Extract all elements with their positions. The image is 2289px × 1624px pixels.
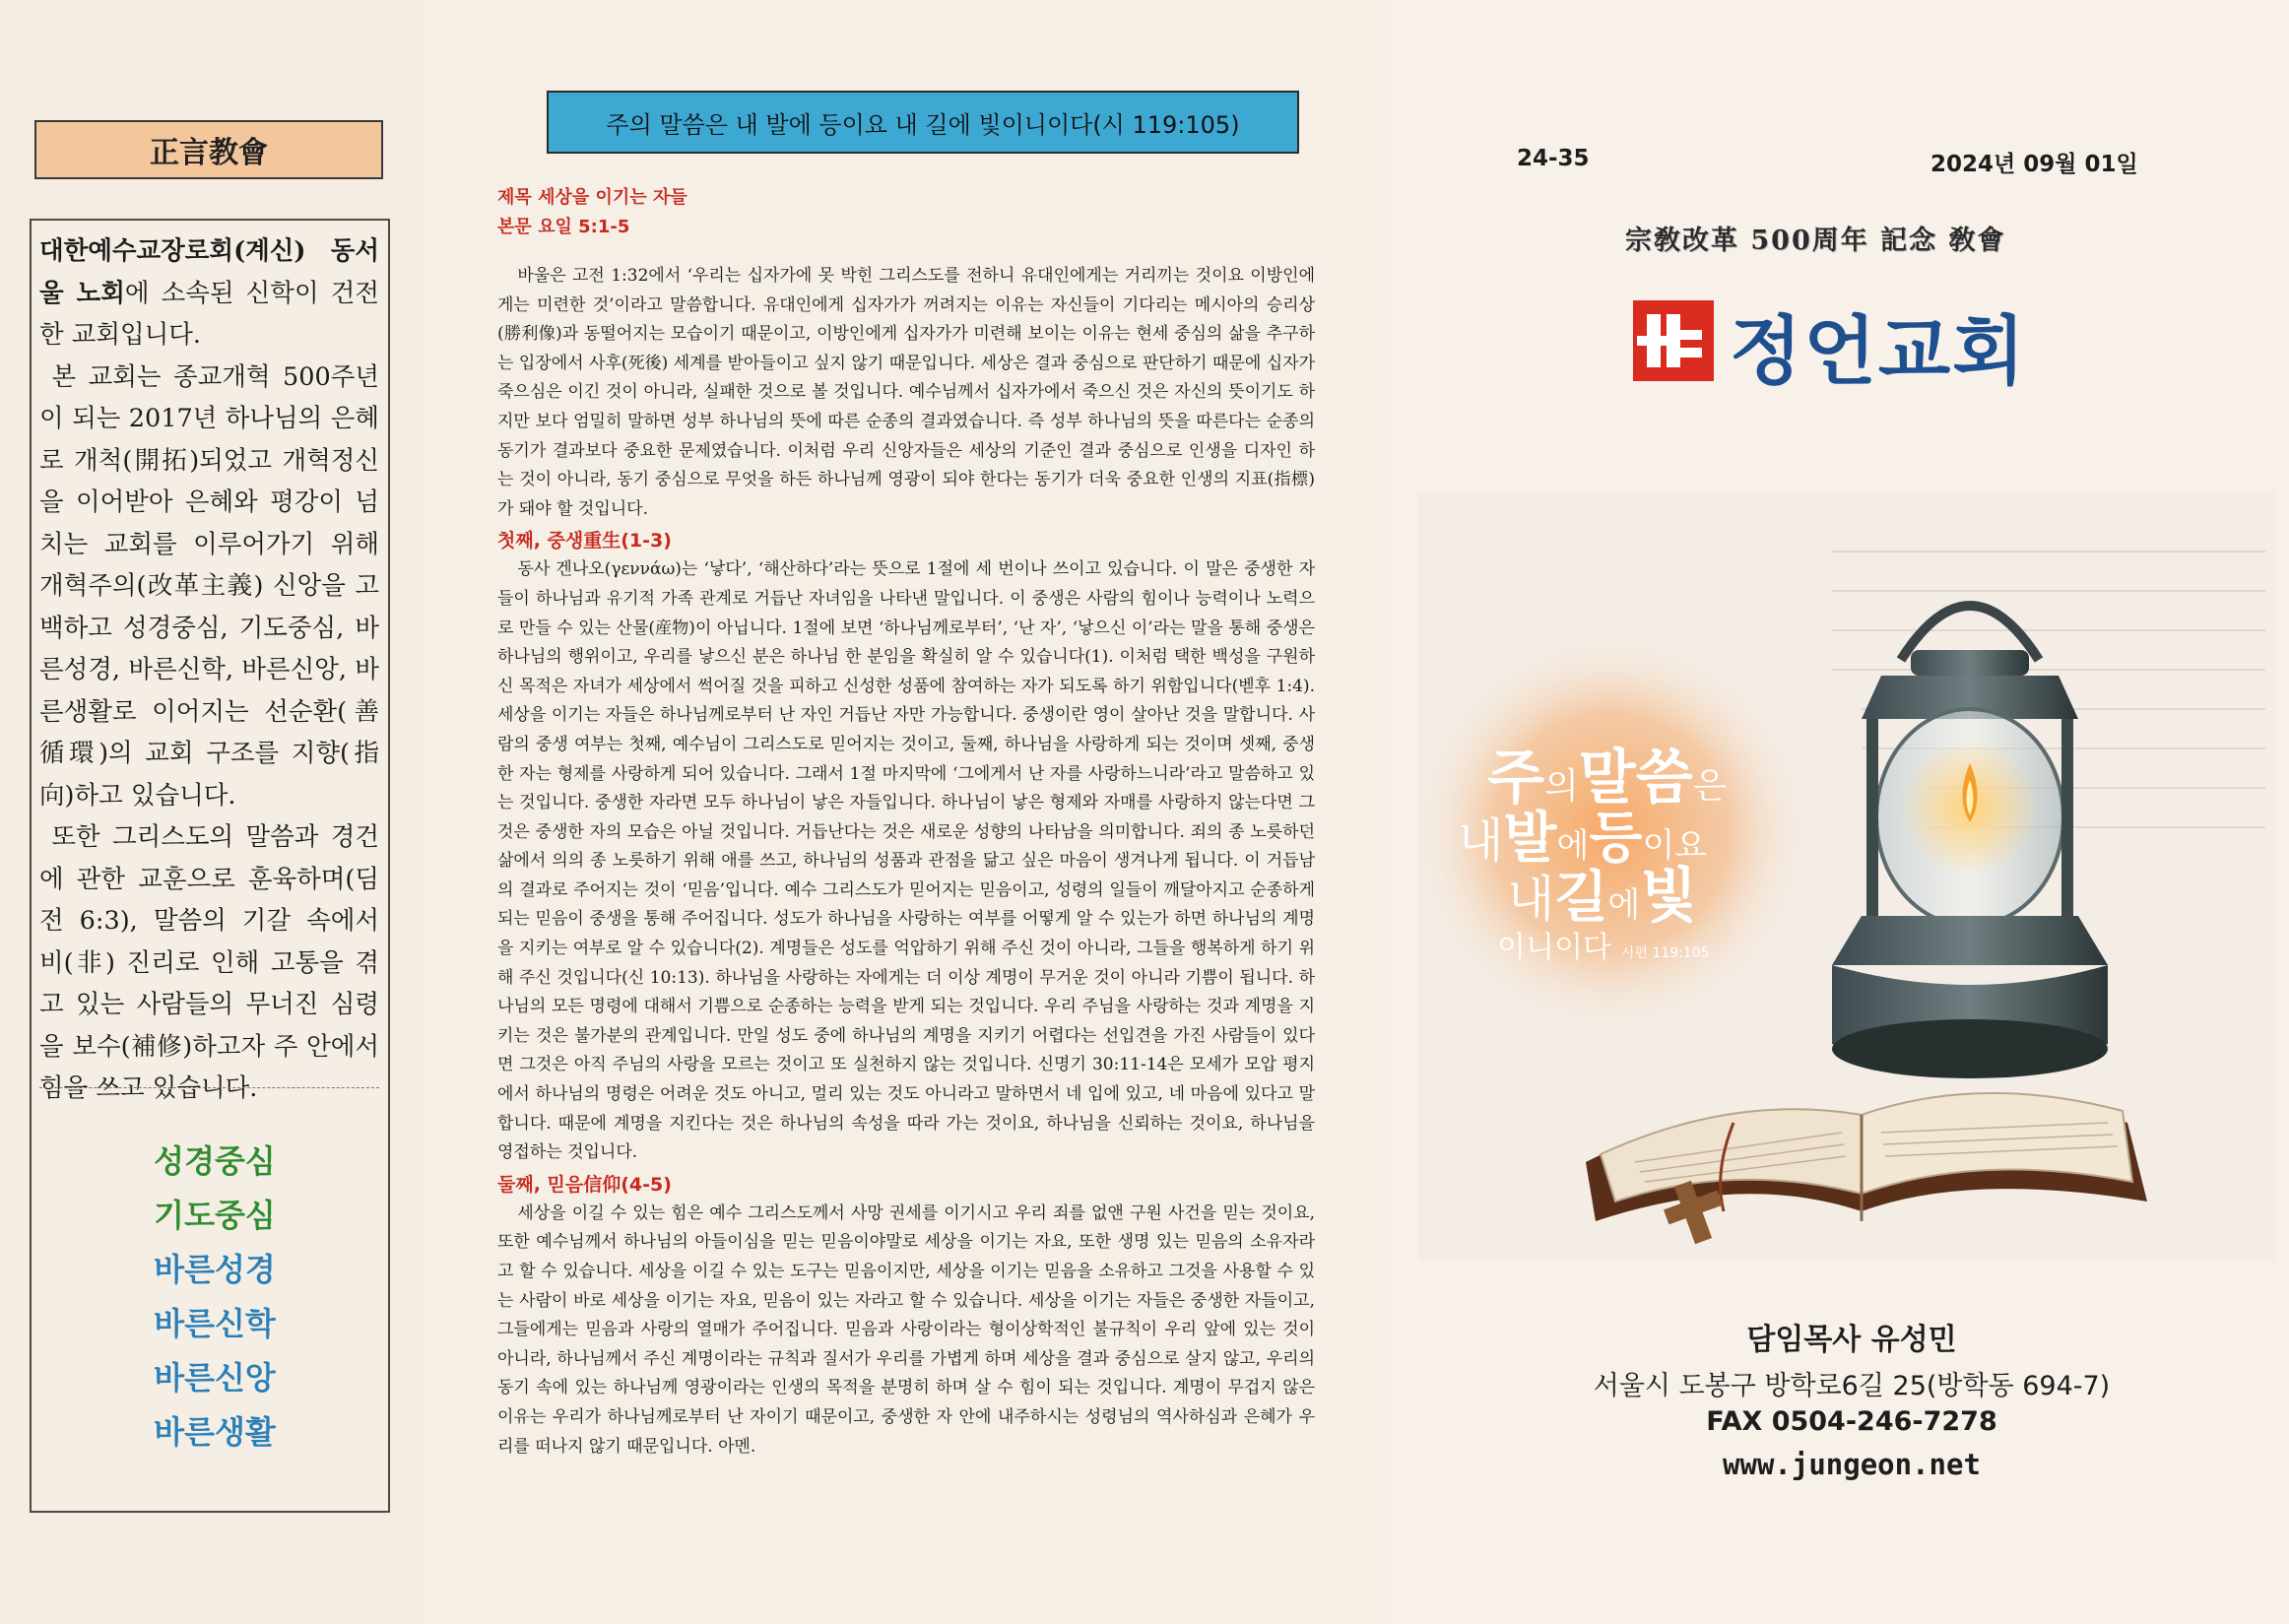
issue-date: 2024년 09월 01일 — [1930, 152, 2138, 177]
title-label: 제목 — [497, 187, 532, 208]
motto-item: 바른신학 — [154, 1305, 276, 1342]
section-body-1: 동사 겐나오(γεννάω)는 ‘낳다’, ‘해산하다’라는 뜻으로 1절에 세 번이나 쓰이고 있습니다. 이 말은 중생한 자들이 하나님과 유기적 가족 관계로 거듭난 자녀임을 나타낸 말입니다. 이 중생은 사람의 힘이나 능력이나 노력으로 만들 수 있는 산물(産物)이 아닙니다. 1절에 보면 ‘하나님께로부터’, ‘난 자’, ‘낳으신 이’라는 말을 통해 중생은 하나님의 행위이고, 우리를 낳으신 분은 하나님 한 분임을 확실히 알 수 있습니다(1). 이처럼 택한 백성을 구원하신 목적은 자녀가 세상에서 썩어질 것을 피하고 신성한 성품에 참여하는 자가 되도록 하기 위함입니다(벧후 1:4). 세상을 이기는 자들은 하나님께로부터 난 자인 거듭난 자만 가능합니다. 중생이란 영이 살아난 것을 말합니다. 사람의 중생 여부는 첫째, 예수님이 그리스도로 믿어지는 것이고, 둘째, 하나님을 사랑하게 되는 것이며 셋째, 중생한 자는 형제를 사랑하게 되어 있습니다. 그래서 1절 마지막에 ‘그에게서 난 자를 사랑하느니라’라고 말씀하고 있는 것입니다. 중생한 자라면 모두 하나님이 낳은 자들입니다. 하나님이 낳은 형제와 자매를 사랑하지 않는다면 그것은 중생한 자의 모습은 아닐 것입니다. 거듭난다는 것은 새로운 성향의 나타남을 의미합니다. 죄의 종 노릇하던 삶에서 의의 종 노릇하기 위해 애를 쓰고, 하나님의 성품과 관점을 닮고 싶은 마음이 생겨나게 됩니다. 이 거듭남의 결과로 주어지는 것이 ‘믿음’입니다. 예수 그리스도가 믿어지는 믿음이고, 성령의 일들이 깨달아지고 순종하게 되는 믿음이 중생을 통해 주어집니다. 성도가 하나님을 사랑하는 여부를 어떻게 알 수 있는가 하면 하나님의 계명을 지키는 여부로 알 수 있습니다(2). 계명들은 성도를 억압하기 위해 주신 것이 아니라, 그들을 행복하게 하기 위해 주신 것입니다(신 10:13). 하나님을 사랑하는 자에게는 더 이상 계명이 무거운 것이 아니라 기쁨이 됩니다. 하나님의 모든 명령에 대해서 기쁨으로 순종하는 능력을 받게 되는 것입니다. 우리 주님을 사랑하는 것과 계명을 지키는 것은 불가분의 관계입니다. 만일 성도 중에 하나님의 계명을 지키기 어렵다는 선입견을 가진 사람들이 있다면 그것은 아직 주님의 사랑을 모르는 것이고 또 실천하지 않는 것입니다. 신명기 30:11-14은 모세가 모압 평지에서 하나님의 명령은 어려운 것도 아니고, 멀리 있는 것도 아니라고 말하면서 네 입에 있고, 네 마음에 있다고 말합니다. 때문에 계명을 지킨다는 것은 하나님의 속성을 따라 가는 것이요, 하나님을 신뢰하는 것이요, 하나님을 영접하는 것입니다. — [497, 559, 1315, 1163]
section-heading-2: 둘째, 믿음信仰(4-5) — [497, 1173, 672, 1196]
text-ref: 요일 5:1-5 — [538, 217, 630, 237]
section-body-2: 세상을 이길 수 있는 힘은 예수 그리스도께서 사망 권세를 이기시고 우리 죄를 없앤 구원 사건을 믿는 것이요, 또한 예수님께서 하나님의 아들이심을 믿는 믿음이야말로 세상을 이기는 자요, 또한 생명 있는 믿음의 소유자라고 할 수 있습니다. 세상을 이길 수 있는 도구는 믿음이지만, 세상을 이기는 믿음을 소유하고 그것을 사용할 수 있는 사람이 바로 세상을 이기는 자요, 믿음이 있는 자라고 할 수 있습니다. 세상을 이기는 자들은 중생한 자들이고, 그들에게는 믿음과 사랑의 열매가 주어집니다. 믿음과 사랑이라는 형이상학적인 불규칙이 우리 앞에 있는 것이 아니라, 하나님께서 주신 계명이라는 규칙과 질서가 우리를 가볍게 하며 세상을 결과 중심으로 살지 않고, 우리의 동기 속에 있는 하나님께 영광이라는 인생의 목적을 분명히 하며 살 수 힘이 되는 것입니다. 계명이 무겁지 않은 이유는 우리가 하나님께로부터 난 자이기 때문이고, 중생한 자 안에 내주하시는 성령님의 역사하심과 은혜가 우리를 떠나지 않기 때문입니다. 아멘. — [497, 1202, 1315, 1457]
website-link[interactable]: www.jungeon.net — [1723, 1448, 1981, 1481]
verse-banner: 주의 말씀은 내 발에 등이요 내 길에 빛이니이다(시 119:105) — [547, 91, 1299, 154]
calli-5: 내 — [1458, 813, 1504, 869]
church-intro-box — [30, 219, 390, 1513]
calli-10: 내 — [1507, 871, 1555, 928]
church-address: 서울시 도봉구 방학로6길 25(방학동 694-7) — [1593, 1371, 2111, 1401]
motto-item: 바른생활 — [154, 1413, 276, 1451]
calli-7: 에 — [1556, 826, 1590, 866]
denomination-name: 대한예수교장로회(계신) 동서울 노회 — [39, 236, 379, 308]
text-label: 본문 — [497, 217, 532, 237]
sermon-text-ref — [497, 213, 1315, 242]
motto-item: 기도중심 — [154, 1197, 276, 1234]
church-intro-body: 에 소속된 신학이 건전한 교회입니다. 본 교회는 종교개혁 500주년이 되는 2017년 하나님의 은혜로 개척(開拓)되었고 개혁정신을 이어받아 은혜와 평강이 넘치는 교회를 이루어가기 위해 개혁주의(改革主義) 신앙을 고백하고 성경중심, 기도중심, 바른성경, 바른신학, 바른신앙, 바른생활로 이어지는 선순환(善循環)의 교회 구조를 지향(指向)하고 있습니다. 또한 그리스도의 말씀과 경건에 관한 교훈으로 훈육하며(딤전 6:3), 말씀의 기갈 속에서 비(非) 진리로 인해 고통을 겪고 있는 사람들의 무너진 심령을 보수(補修)하고자 주 안에서 힘을 쓰고 있습니다. — [39, 278, 379, 1103]
calli-4: 은 — [1692, 766, 1728, 807]
calli-8: 등 — [1589, 807, 1643, 871]
calli-3: 말씀 — [1578, 744, 1693, 812]
church-name: 정언교회 — [1730, 307, 2027, 395]
motto-list — [32, 1137, 388, 1462]
calli-14: 이니이다 — [1497, 931, 1611, 965]
pastor-name: 담임목사 유성민 — [1746, 1323, 1957, 1357]
calli-1: 주 — [1487, 744, 1544, 812]
sermon — [497, 183, 1315, 1462]
calli-ref: 시편 119:105 — [1620, 945, 1710, 961]
svg-text:내길에빛 — [1507, 862, 1697, 931]
calli-11: 길 — [1554, 866, 1608, 930]
lantern-bible-illustration — [1418, 492, 2275, 1261]
motto-item: 성경중심 — [154, 1142, 276, 1180]
sermon-title — [497, 183, 1315, 213]
calli-13: 빛 — [1640, 862, 1698, 931]
calli-6: 발 — [1503, 807, 1557, 871]
calli-12: 에 — [1607, 885, 1641, 925]
calli-2: 의 — [1543, 766, 1579, 807]
motto-divider — [39, 1087, 379, 1088]
motto-item: 바른신앙 — [154, 1359, 276, 1397]
church-logo-icon — [1633, 300, 1714, 381]
anniversary-subtitle: 宗敎改革 500周年 記念 敎會 — [1625, 226, 2006, 256]
sermon-intro: 바울은 고전 1:32에서 ‘우리는 십자가에 못 박힌 그리스도를 전하니 유대인에게는 거리끼는 것이요 이방인에게는 미련한 것’이라고 말씀합니다. 유대인에게 십자가가 꺼려지는 이유는 자신들이 기다리는 메시아의 승리상(勝利像)과 동떨어지는 모습이기 때문이고, 이방인에게 십자가가 미련해 보이는 이유는 현세 중심의 삶을 추구하는 입장에서 사후(死後) 세계를 받아들이고 싶지 않기 때문입니다. 세상은 결과 중심으로 판단하기 때문에 십자가 죽으심은 이긴 것이 아니라, 실패한 것으로 볼 것입니다. 예수님께서 십자가에서 죽으신 것은 자신의 뜻이기도 하지만 보다 엄밀히 말하면 성부 하나님의 뜻에 따른 순종의 결과였습니다. 즉 성부 하나님의 뜻을 따른다는 순종의 동기가 결과보다 중요한 문제였습니다. 이처럼 우리 신앙자들은 세상의 기준인 결과 중심으로 인생을 디자인 하는 것이 아니라, 동기 중심으로 무엇을 하든 하나님께 영광이 되야 한다는 동기가 더욱 중요한 인생의 지표(指標)가 돼야 할 것입니다. — [497, 266, 1315, 519]
title-text: 세상을 이기는 자들 — [538, 187, 687, 208]
calli-9: 이요 — [1642, 826, 1708, 866]
issue-number: 24-35 — [1517, 146, 1590, 171]
church-hanja-badge: 正言教會 — [34, 120, 383, 179]
section-heading-1: 첫째, 중생重生(1-3) — [497, 530, 672, 552]
church-intro-text — [39, 230, 379, 1110]
svg-text:주의말씀은 — [1487, 744, 1728, 812]
motto-item: 바른성경 — [154, 1251, 276, 1288]
fax-number: FAX 0504-246-7278 — [1706, 1406, 1997, 1437]
